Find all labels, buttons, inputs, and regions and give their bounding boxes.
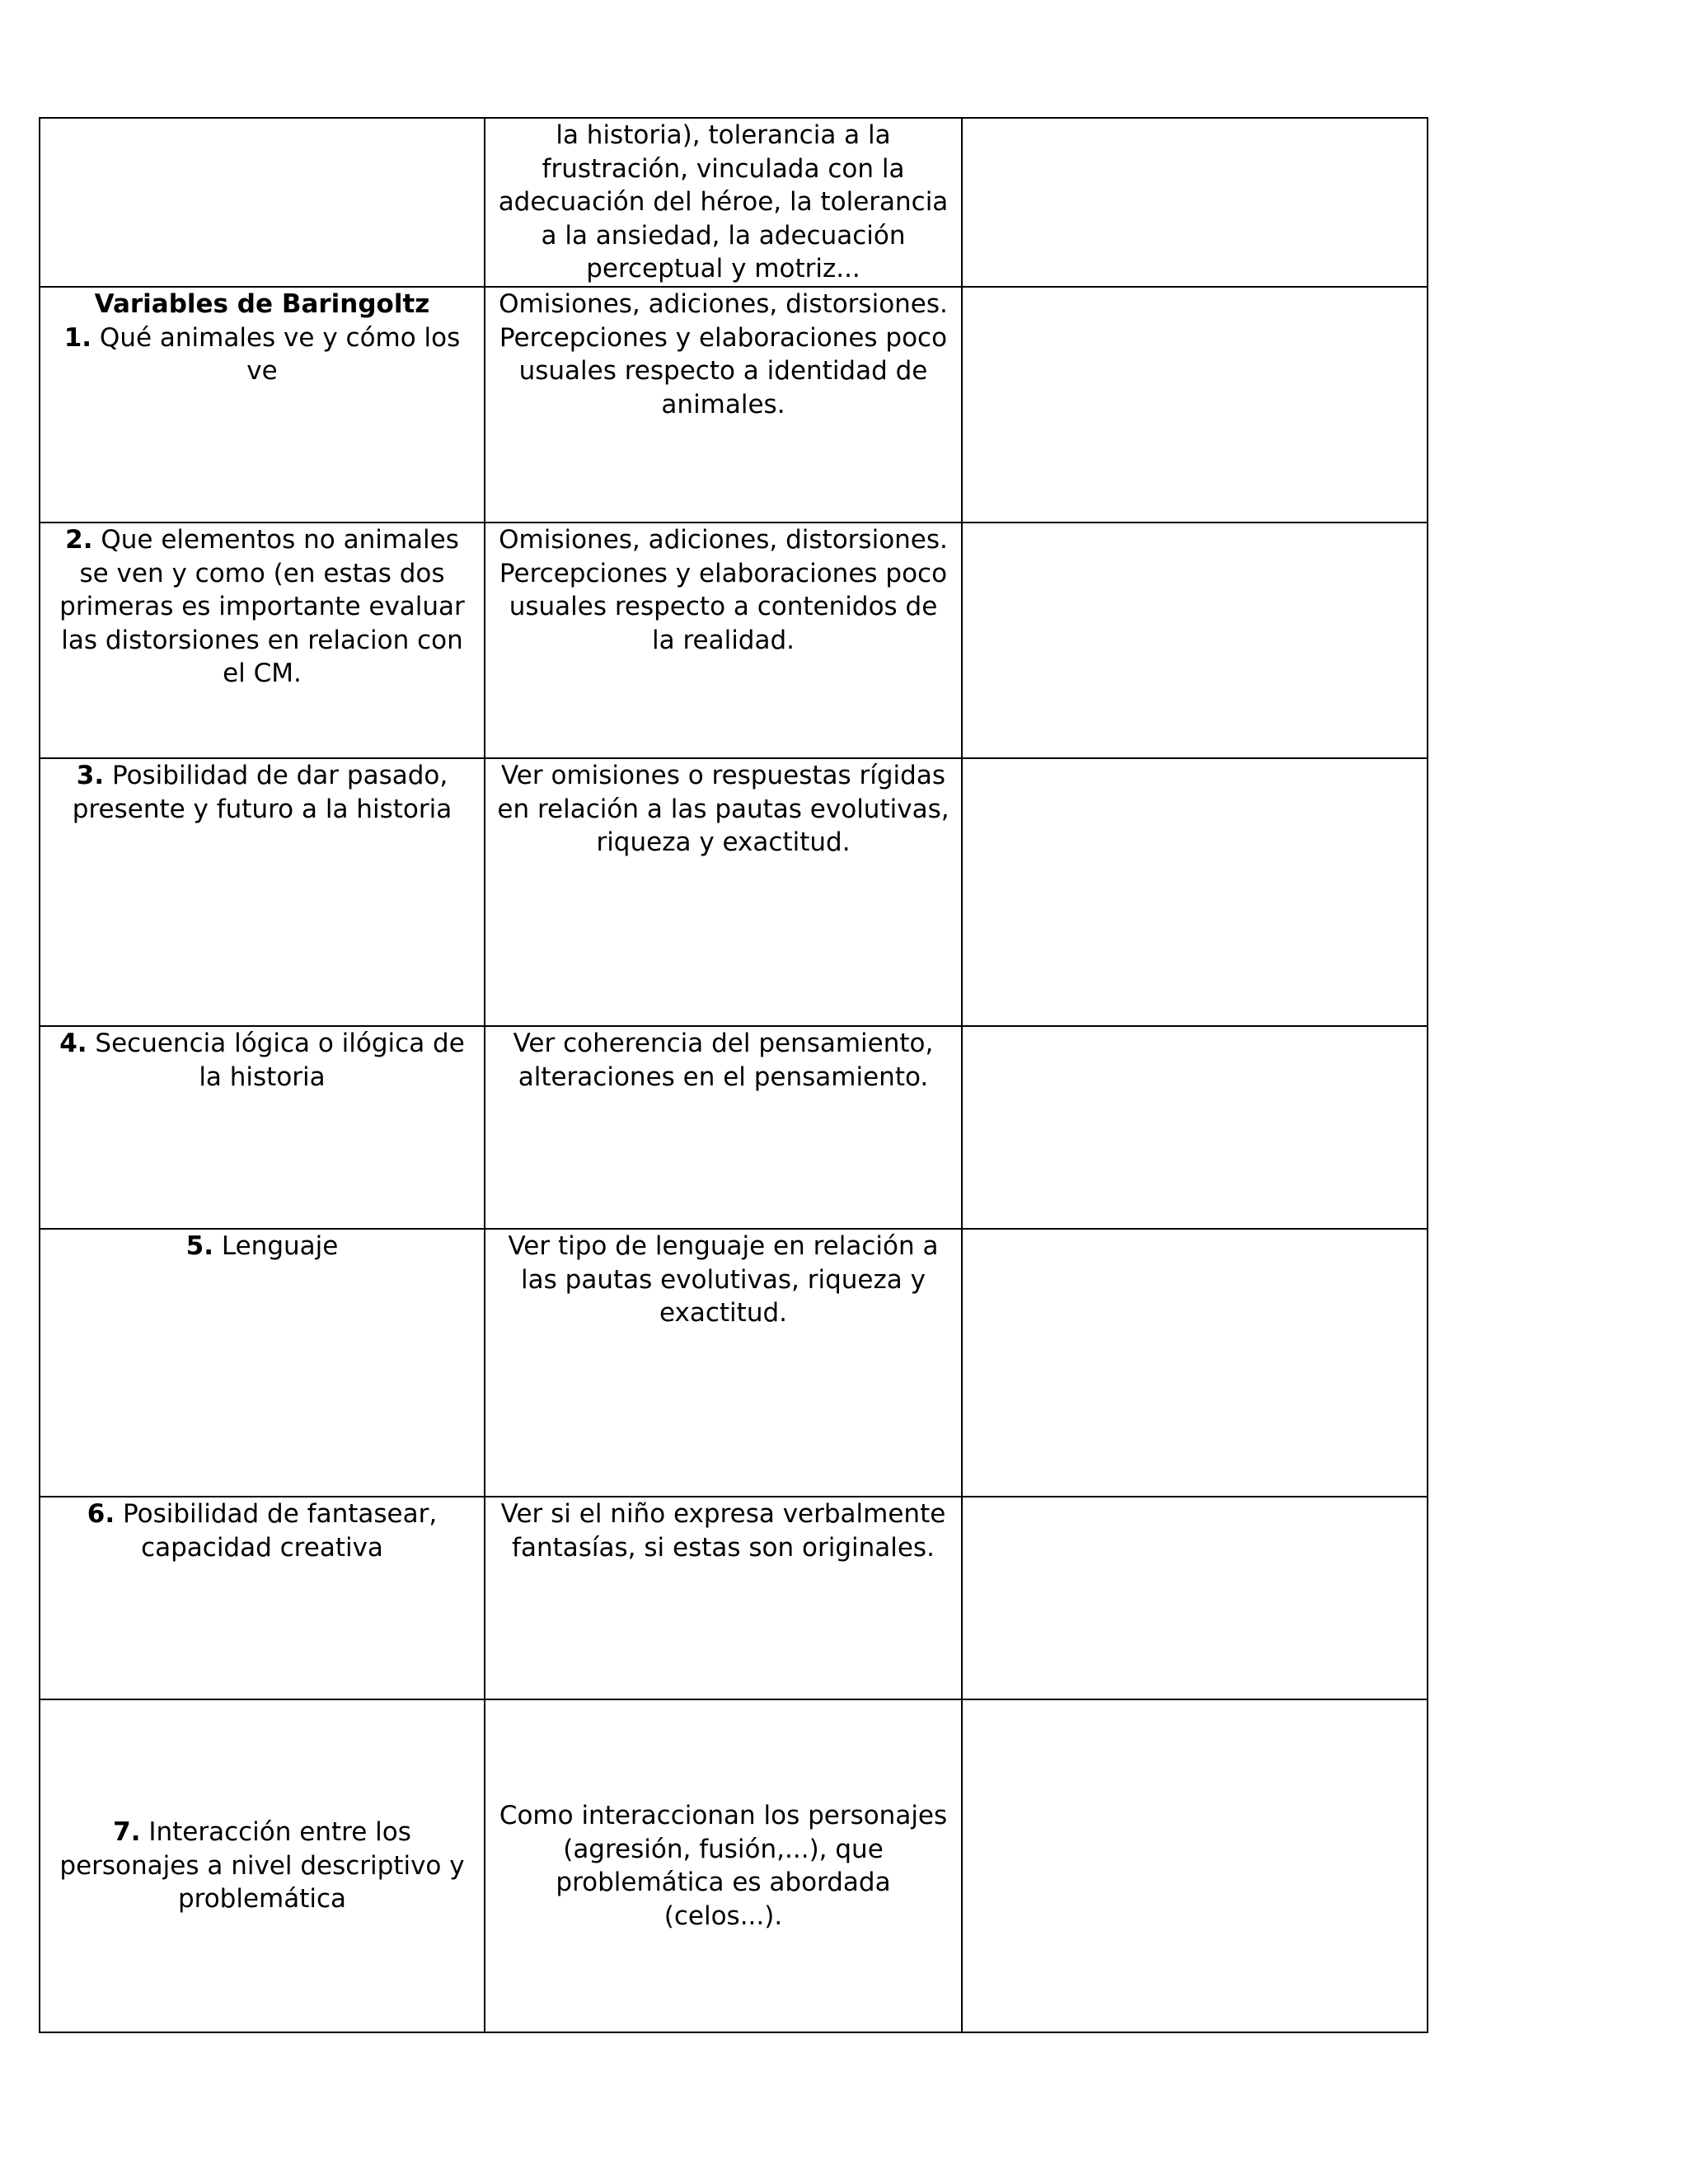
item-text: Que elementos no animales se ven y como (en estas dos primeras es importante evaluar las distorsiones en relacion con el CM. [59, 525, 465, 688]
item-text: Posibilidad de fantasear, capacidad creativa [115, 1499, 438, 1563]
table-row [40, 1699, 1428, 2032]
row-description-cell [485, 523, 962, 758]
description-text: Ver si el niño expresa verbalmente fantasías, si estas son originales. [500, 1499, 946, 1563]
row-description-cell [485, 1497, 962, 1699]
table-row [40, 758, 1428, 1026]
row-variable-cell [40, 287, 485, 523]
item-number: 7. [113, 1817, 141, 1848]
item-number: 5. [185, 1231, 214, 1261]
row-notes-cell [962, 1699, 1428, 2032]
row-variable-cell [40, 1699, 485, 2032]
table-row [40, 1229, 1428, 1497]
item-text: Secuencia lógica o ilógica de la historia [87, 1029, 465, 1092]
item-number: 6. [87, 1499, 115, 1529]
row-description-cell [485, 287, 962, 523]
item-text: Interacción entre los personajes a nivel descriptivo y problemática [59, 1817, 465, 1915]
table-row [40, 523, 1428, 758]
item-text: Posibilidad de dar pasado, presente y futuro a la historia [72, 761, 452, 824]
row-notes-cell [962, 1026, 1428, 1229]
row-variable-cell [40, 118, 485, 287]
item-number: 1. [63, 322, 92, 353]
item-number: 4. [59, 1029, 87, 1058]
description-text: Como interaccionan los personajes (agresión, fusión,...), que problemática es abordada (celos...). [499, 1801, 948, 1931]
row-notes-cell [962, 1229, 1428, 1497]
evaluation-table [39, 117, 1428, 2033]
description-text: la historia), tolerancia a la frustración, vinculada con la adecuación del héroe, la tolerancia a la ansiedad, la adecuación perceptual y motriz... [498, 120, 949, 284]
description-text: Ver coherencia del pensamiento, alteraciones en el pensamiento. [513, 1029, 934, 1092]
section-heading: Variables de Baringoltz [94, 289, 430, 319]
row-variable-cell [40, 1026, 485, 1229]
row-description-cell [485, 1026, 962, 1229]
table-row [40, 287, 1428, 523]
item-text: Qué animales ve y cómo los ve [91, 322, 461, 386]
row-notes-cell [962, 523, 1428, 758]
row-notes-cell [962, 287, 1428, 523]
row-description-cell [485, 1229, 962, 1497]
table-row [40, 1026, 1428, 1229]
row-notes-cell [962, 758, 1428, 1026]
row-notes-cell [962, 1497, 1428, 1699]
description-text: Ver omisiones o respuestas rígidas en relación a las pautas evolutivas, riqueza y exactitud. [497, 761, 950, 857]
description-text: Omisiones, adiciones, distorsiones. Percepciones y elaboraciones poco usuales respecto a contenidos de la realidad. [499, 525, 948, 655]
item-number: 3. [76, 761, 105, 790]
item-text: Lenguaje [213, 1231, 339, 1261]
row-description-cell [485, 758, 962, 1026]
row-variable-cell [40, 1497, 485, 1699]
description-text: Ver tipo de lenguaje en relación a las pautas evolutivas, riqueza y exactitud. [508, 1231, 939, 1328]
row-variable-cell [40, 1229, 485, 1497]
item-number: 2. [65, 525, 93, 555]
table-row [40, 118, 1428, 287]
row-variable-cell [40, 523, 485, 758]
row-description-cell [485, 118, 962, 287]
row-notes-cell [962, 118, 1428, 287]
description-text: Omisiones, adiciones, distorsiones. Percepciones y elaboraciones poco usuales respecto a identidad de animales. [499, 289, 948, 419]
row-description-cell [485, 1699, 962, 2032]
row-variable-cell [40, 758, 485, 1026]
table-row [40, 1497, 1428, 1699]
